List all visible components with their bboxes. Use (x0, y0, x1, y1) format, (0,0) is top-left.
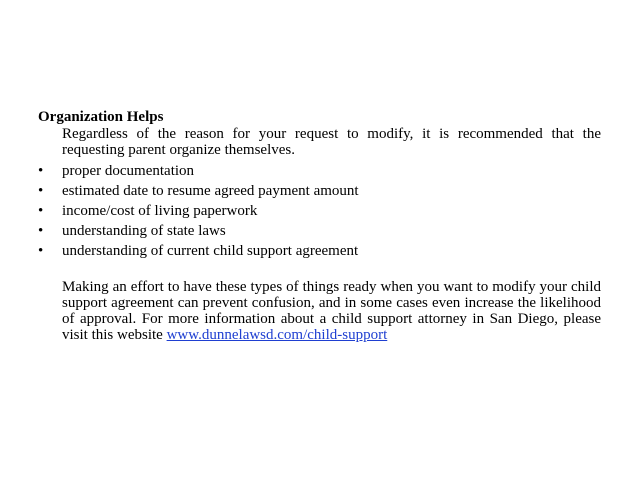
list-item (38, 163, 601, 179)
list-item-text: understanding of state laws (62, 223, 226, 239)
bullet-list (38, 163, 601, 259)
bullet-icon: • (38, 243, 44, 259)
closing-text: Making an effort to have these types of things ready when you want to modify your child support agreement can prevent confusion, and in some cases even increase the likelihood of approval. For more information about a child support attorney in San Diego, please visit this website (62, 279, 601, 343)
list-item (38, 223, 601, 239)
bullet-icon: • (38, 203, 44, 219)
section-heading: Organization Helps (38, 109, 164, 125)
list-item (38, 183, 601, 199)
list-item-text: proper documentation (62, 163, 195, 179)
intro-paragraph: Regardless of the reason for your request to modify, it is recommended that the requesting parent organize themselves. (62, 126, 601, 158)
document-content (38, 109, 601, 343)
bullet-icon: • (38, 163, 44, 179)
list-item (38, 243, 601, 259)
list-item (38, 203, 601, 219)
bullet-icon: • (38, 183, 44, 199)
website-link[interactable]: www.dunnelawsd.com/child-support (166, 327, 388, 343)
bullet-icon: • (38, 223, 44, 239)
closing-paragraph (62, 279, 601, 343)
list-item-text: income/cost of living paperwork (62, 203, 258, 219)
list-item-text: understanding of current child support agreement (62, 243, 359, 259)
list-item-text: estimated date to resume agreed payment amount (62, 183, 359, 199)
